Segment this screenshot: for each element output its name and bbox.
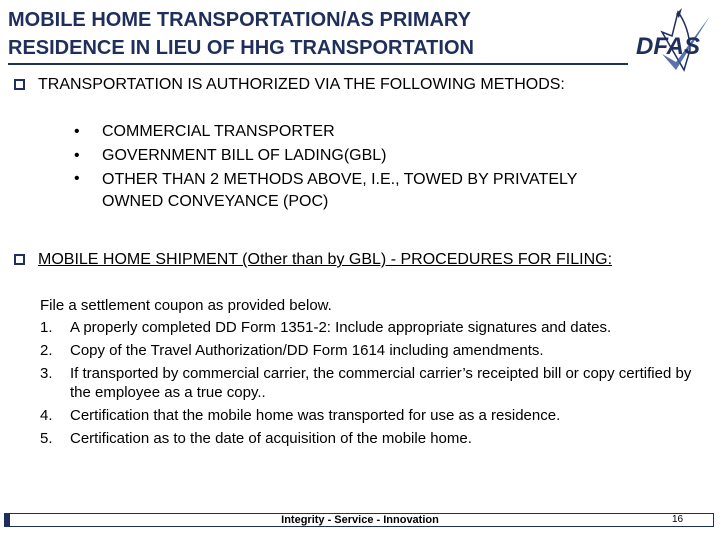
title-line-2: RESIDENCE IN LIEU OF HHG TRANSPORTATION <box>8 37 474 59</box>
section2-heading: MOBILE HOME SHIPMENT (Other than by GBL) - PROCEDURES FOR FILING: <box>38 251 613 268</box>
dfas-logo <box>632 6 712 76</box>
list-item: 3. If transported by commercial carrier, the commercial carrier’s receipted bill or copy certified by the employee as a true copy.. <box>40 365 692 401</box>
list-item: • GOVERNMENT BILL OF LADING(GBL) <box>72 144 622 168</box>
methods-list <box>72 120 622 213</box>
list-item: 1. A properly completed DD Form 1351-2: Include appropriate signatures and dates. <box>40 319 612 336</box>
list-item: 5. Certification as to the date of acquisition of the mobile home. <box>40 430 472 447</box>
slide-title <box>8 6 608 62</box>
page-number: 16 <box>672 514 684 525</box>
procedure-list <box>40 318 695 452</box>
title-line-1: MOBILE HOME TRANSPORTATION/AS PRIMARY <box>8 9 471 31</box>
section-bullet-icon <box>14 254 25 265</box>
section1-heading: TRANSPORTATION IS AUTHORIZED VIA THE FOLLOWING METHODS: <box>38 76 565 93</box>
list-item: • COMMERCIAL TRANSPORTER <box>72 120 622 144</box>
bullet-dot-icon: • <box>74 147 80 164</box>
bullet-dot-icon: • <box>74 170 80 187</box>
list-item: 2. Copy of the Travel Authorization/DD Form 1614 including amendments. <box>40 342 544 359</box>
section-bullet-icon <box>14 79 25 90</box>
footer-motto: Integrity - Service - Innovation <box>281 514 439 526</box>
title-divider <box>8 63 628 65</box>
list-item: • OTHER THAN 2 METHODS ABOVE, I.E., TOWED BY PRIVATELY OWNED CONVEYANCE (POC) <box>74 170 578 210</box>
list-item: 4. Certification that the mobile home was transported for use as a residence. <box>40 407 561 424</box>
bullet-dot-icon: • <box>74 123 80 140</box>
procedure-intro: File a settlement coupon as provided below. <box>40 297 332 314</box>
dfas-eagle-check-logo-icon <box>632 6 712 76</box>
logo-text: DFAS <box>636 33 701 60</box>
